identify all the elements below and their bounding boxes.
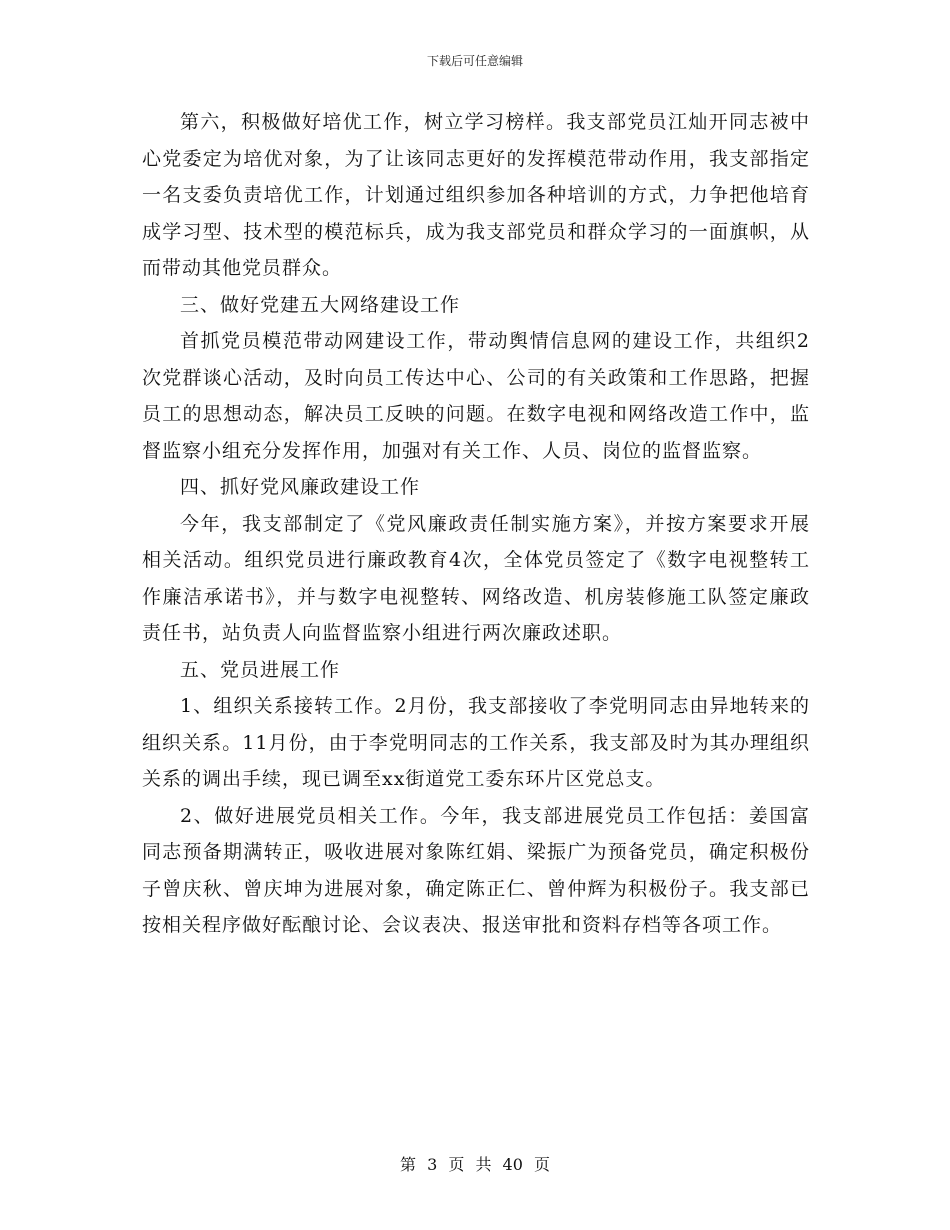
paragraph-integrity: 今年，我支部制定了《党风廉政责任制实施方案》，并按方案要求开展相关活动。组织党员进行廉政教育4次，全体党员签定了《数字电视整转工作廉洁承诺书》，并与数字电视整转、网络改造、机房装修施工队签定廉政责任书，站负责人向监督监察小组进行两次廉政述职。 bbox=[142, 512, 810, 644]
paragraph-member-recruitment: 2、做好进展党员相关工作。今年，我支部进展党员工作包括：姜国富同志预备期满转正，吸收进展对象陈红娟、梁振广为预备党员，确定积极份子曾庆秋、曾庆坤为进展对象，确定陈正仁、曾仲辉为积极份子。我支部已按相关程序做好酝酿讨论、会议表决、报送审批和资料存档等各项工作。 bbox=[142, 804, 810, 936]
heading-member-development: 五、党员进展工作 bbox=[180, 658, 341, 681]
document-body bbox=[142, 104, 810, 944]
paragraph-training: 第六，积极做好培优工作，树立学习榜样。我支部党员江灿开同志被中心党委定为培优对象，为了让该同志更好的发挥模范带动作用，我支部指定一名支委负责培优工作，计划通过组织参加各种培训的方式，力争把他培育成学习型、技术型的模范标兵，成为我支部党员和群众学习的一面旗帜，从而带动其他党员群众。 bbox=[142, 111, 810, 279]
header-note: 下载后可任意编辑 bbox=[426, 54, 523, 68]
heading-integrity: 四、抓好党风廉政建设工作 bbox=[180, 476, 421, 498]
heading-network-building: 三、做好党建五大网络建设工作 bbox=[180, 293, 461, 316]
page-number: 第 3 页 共 40 页 bbox=[400, 1155, 550, 1174]
paragraph-network-building: 首抓党员模范带动网建设工作，带动舆情信息网的建设工作，共组织2次党群谈心活动，及时向员工传达中心、公司的有关政策和工作思路，把握员工的思想动态，解决员工反映的问题。在数字电视和网络改造工作中，监督监察小组充分发挥作用，加强对有关工作、人员、岗位的监督监察。 bbox=[142, 330, 810, 462]
paragraph-relation-transfer: 1、组织关系接转工作。2月份，我支部接收了李党明同志由异地转来的组织关系。11月份，由于李党明同志的工作关系，我支部及时为其办理组织关系的调出手续，现已调至xx街道党工委东环片区党总支。 bbox=[142, 695, 810, 790]
